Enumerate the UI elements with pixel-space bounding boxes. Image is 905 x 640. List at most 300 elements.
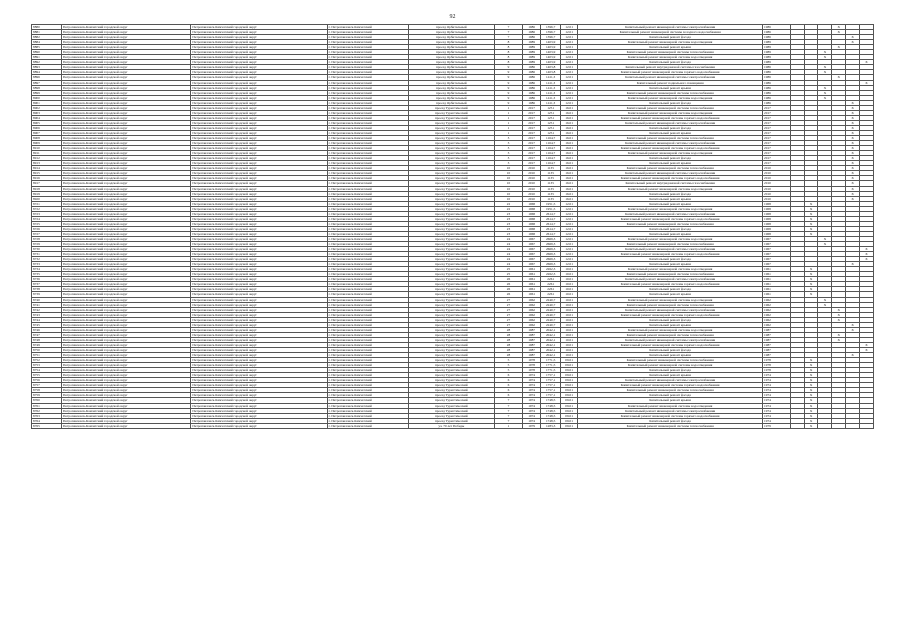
area-cell: 2042,1 — [541, 342, 561, 347]
street-cell: проезд Туристический — [408, 287, 495, 292]
settlement-cell: Петропавловск-Камчатский городской округ — [191, 166, 327, 171]
code-cell: 10.01 — [560, 353, 577, 358]
year-cell: 1974 — [763, 418, 791, 423]
period-mark-3: X — [818, 95, 832, 100]
locality-cell: г. Петропавловск-Камчатский — [327, 80, 408, 85]
street-cell: проезд Туристический — [408, 247, 495, 252]
row-number: 8745 — [32, 322, 62, 327]
municipality-cell: Петропавловск-Камчатский городской округ — [62, 393, 191, 398]
house-cell: 9 — [495, 65, 523, 70]
settlement-cell: Петропавловск-Камчатский городской округ — [191, 242, 327, 247]
period-mark-3: X — [818, 70, 832, 75]
street-cell: проезд Туристический — [408, 125, 495, 130]
house-cell: 25 — [495, 267, 523, 272]
row-number: 8741 — [32, 302, 62, 307]
row-number: 8737 — [32, 282, 62, 287]
locality-cell: г. Петропавловск-Камчатский — [327, 191, 408, 196]
code-cell: 16.01 — [560, 141, 577, 146]
row-number: 8726 — [32, 226, 62, 231]
code-cell: 12.01 — [560, 100, 577, 105]
year-built-cell: 1986 — [522, 25, 540, 30]
year-cell: 1961 — [763, 267, 791, 272]
row-number: 8723 — [32, 211, 62, 216]
row-number: 8891 — [32, 55, 62, 60]
year-built-cell: 1979 — [522, 423, 540, 428]
house-cell: 9 — [495, 95, 523, 100]
row-number: 8727 — [32, 231, 62, 236]
year-cell: 1986 — [763, 65, 791, 70]
work-type-cell: Капитальный ремонт подвального помещения — [578, 80, 763, 85]
code-cell: 12.01 — [560, 45, 577, 50]
year-cell: 1986 — [763, 35, 791, 40]
year-built-cell: 1967 — [522, 247, 540, 252]
work-type-cell: Капитальный ремонт крыши — [578, 196, 763, 201]
row-number: 8749 — [32, 342, 62, 347]
settlement-cell: Петропавловск-Камчатский городской округ — [191, 65, 327, 70]
settlement-cell: Петропавловск-Камчатский городской округ — [191, 181, 327, 186]
street-cell: проезд Туристический — [408, 373, 495, 378]
street-cell: проезд Туристический — [408, 322, 495, 327]
house-cell: 8 — [495, 40, 523, 45]
area-cell: 1411,3 — [541, 80, 561, 85]
street-cell: проезд Орбитальный — [408, 65, 495, 70]
period-mark-5: X — [846, 130, 860, 135]
area-cell: 1251 — [541, 120, 561, 125]
street-cell: проезд Туристический — [408, 262, 495, 267]
settlement-cell: Петропавловск-Камчатский городской округ — [191, 206, 327, 211]
year-cell: 1962 — [763, 317, 791, 322]
settlement-cell: Петропавловск-Камчатский городской округ — [191, 105, 327, 110]
municipality-cell: Петропавловск-Камчатский городской округ — [62, 408, 191, 413]
house-cell: 10 — [495, 166, 523, 171]
locality-cell: г. Петропавловск-Камчатский — [327, 398, 408, 403]
locality-cell: г. Петропавловск-Камчатский — [327, 181, 408, 186]
house-cell: 27 — [495, 307, 523, 312]
row-number: 8906 — [32, 125, 62, 130]
area-cell: 1164,7 — [541, 156, 561, 161]
municipality-cell: Петропавловск-Камчатский городской округ — [62, 403, 191, 408]
area-cell: 1164,7 — [541, 161, 561, 166]
work-type-cell: Капитальный ремонт инженерной системы электроснабжения — [578, 171, 763, 176]
house-cell: 7 — [495, 30, 523, 35]
year-cell: 1974 — [763, 403, 791, 408]
period-mark-5: X — [846, 35, 860, 40]
house-cell: 8 — [495, 50, 523, 55]
code-cell: 12.01 — [560, 262, 577, 267]
locality-cell: г. Петропавловск-Камчатский — [327, 322, 408, 327]
locality-cell: г. Петропавловск-Камчатский — [327, 25, 408, 30]
municipality-cell: Петропавловск-Камчатский городской округ — [62, 322, 191, 327]
work-type-cell: Капитальный ремонт внутридомовой системы газоснабжения — [578, 181, 763, 186]
year-built-cell: 2017 — [522, 146, 540, 151]
row-number: 8916 — [32, 176, 62, 181]
period-mark-3: X — [818, 55, 832, 60]
code-cell: 09.01 — [560, 423, 577, 428]
area-cell: 2042,1 — [541, 332, 561, 337]
year-cell: 1968 — [763, 226, 791, 231]
municipality-cell: Петропавловск-Камчатский городской округ — [62, 75, 191, 80]
work-type-cell: Капитальный ремонт фасада — [578, 125, 763, 130]
street-cell: проезд Туристический — [408, 398, 495, 403]
code-cell: 12.01 — [560, 75, 577, 80]
year-built-cell: 1989 — [522, 50, 540, 55]
settlement-cell: Петропавловск-Камчатский городской округ — [191, 312, 327, 317]
year-cell: 2017 — [763, 161, 791, 166]
year-cell: 1967 — [763, 247, 791, 252]
settlement-cell: Петропавловск-Камчатский городской округ — [191, 110, 327, 115]
street-cell: проезд Туристический — [408, 337, 495, 342]
work-type-cell: Капитальный ремонт инженерной системы теплоснабжения — [578, 105, 763, 110]
locality-cell: г. Петропавловск-Камчатский — [327, 176, 408, 181]
municipality-cell: Петропавловск-Камчатский городской округ — [62, 342, 191, 347]
locality-cell: г. Петропавловск-Камчатский — [327, 146, 408, 151]
area-cell: 1403,9 — [541, 60, 561, 65]
row-number: 8765 — [32, 423, 62, 428]
code-cell: 10.01 — [560, 272, 577, 277]
street-cell: проезд Туристический — [408, 257, 495, 262]
street-cell: проезд Туристический — [408, 221, 495, 226]
municipality-cell: Петропавловск-Камчатский городской округ — [62, 337, 191, 342]
work-type-cell: Капитальный ремонт инженерной системы горячего водоснабжения — [578, 282, 763, 287]
street-cell: проезд Орбитальный — [408, 70, 495, 75]
year-built-cell: 1974 — [522, 388, 540, 393]
house-cell: 26 — [495, 282, 523, 287]
period-mark-2: X — [804, 413, 818, 418]
locality-cell: г. Петропавловск-Камчатский — [327, 221, 408, 226]
work-type-cell: Капитальный ремонт инженерной системы теплоснабжения — [578, 302, 763, 307]
year-built-cell: 1962 — [522, 297, 540, 302]
house-cell: 5 — [495, 358, 523, 363]
row-number: 8892 — [32, 60, 62, 65]
settlement-cell: Петропавловск-Камчатский городской округ — [191, 252, 327, 257]
settlement-cell: Петропавловск-Камчатский городской округ — [191, 383, 327, 388]
row-number: 8747 — [32, 332, 62, 337]
code-cell: 10.01 — [560, 332, 577, 337]
municipality-cell: Петропавловск-Камчатский городской округ — [62, 85, 191, 90]
year-built-cell: 1967 — [522, 242, 540, 247]
house-cell: 6 — [495, 373, 523, 378]
work-type-cell: Капитальный ремонт фасада — [578, 60, 763, 65]
year-cell: 1978 — [763, 368, 791, 373]
street-cell: проезд Туристический — [408, 383, 495, 388]
street-cell: проезд Туристический — [408, 302, 495, 307]
municipality-cell: Петропавловск-Камчатский городской округ — [62, 327, 191, 332]
area-cell: 1748,5 — [541, 403, 561, 408]
code-cell: 10.01 — [560, 327, 577, 332]
house-cell: 23 — [495, 211, 523, 216]
area-cell: 1757,1 — [541, 373, 561, 378]
locality-cell: г. Петропавловск-Камчатский — [327, 277, 408, 282]
street-cell: проезд Туристический — [408, 332, 495, 337]
locality-cell: г. Петропавловск-Камчатский — [327, 130, 408, 135]
code-cell: 16.01 — [560, 161, 577, 166]
year-cell: 2010 — [763, 191, 791, 196]
area-cell: 1748,5 — [541, 398, 561, 403]
area-cell: 1748,5 — [541, 413, 561, 418]
period-mark-5: X — [846, 100, 860, 105]
work-type-cell: Капитальный ремонт инженерной системы водоотведения — [578, 327, 763, 332]
year-cell: 1968 — [763, 206, 791, 211]
row-number: 8899 — [32, 90, 62, 95]
municipality-cell: Петропавловск-Камчатский городской округ — [62, 80, 191, 85]
year-cell: 1968 — [763, 221, 791, 226]
year-cell: 2010 — [763, 171, 791, 176]
house-cell: 9 — [495, 85, 523, 90]
settlement-cell: Петропавловск-Камчатский городской округ — [191, 403, 327, 408]
code-cell: 12.01 — [560, 236, 577, 241]
period-mark-5: X — [846, 186, 860, 191]
period-mark-2: X — [804, 388, 818, 393]
municipality-cell: Петропавловск-Камчатский городской округ — [62, 161, 191, 166]
street-cell: проезд Туристический — [408, 105, 495, 110]
municipality-cell: Петропавловск-Камчатский городской округ — [62, 65, 191, 70]
period-mark-2: X — [804, 216, 818, 221]
work-type-cell: Капитальный ремонт фасада — [578, 191, 763, 196]
street-cell: проезд Орбитальный — [408, 50, 495, 55]
settlement-cell: Петропавловск-Камчатский городской округ — [191, 332, 327, 337]
year-cell: 1987 — [763, 327, 791, 332]
settlement-cell: Петропавловск-Камчатский городской округ — [191, 85, 327, 90]
year-built-cell: 2010 — [522, 196, 540, 201]
municipality-cell: Петропавловск-Камчатский городской округ — [62, 146, 191, 151]
row-number: 8913 — [32, 161, 62, 166]
municipality-cell: Петропавловск-Камчатский городской округ — [62, 110, 191, 115]
row-number: 8761 — [32, 403, 62, 408]
street-cell: проезд Туристический — [408, 136, 495, 141]
year-built-cell: 1961 — [522, 267, 540, 272]
street-cell: проезд Туристический — [408, 186, 495, 191]
year-cell: 1989 — [763, 55, 791, 60]
year-cell: 2010 — [763, 176, 791, 181]
settlement-cell: Петропавловск-Камчатский городской округ — [191, 30, 327, 35]
code-cell: 09.01 — [560, 378, 577, 383]
period-mark-5: X — [846, 105, 860, 110]
locality-cell: г. Петропавловск-Камчатский — [327, 267, 408, 272]
row-number: 8898 — [32, 85, 62, 90]
house-cell: 24 — [495, 242, 523, 247]
house-cell: 22 — [495, 201, 523, 206]
period-mark-2: X — [804, 206, 818, 211]
municipality-cell: Петропавловск-Камчатский городской округ — [62, 216, 191, 221]
house-cell: 3 — [495, 146, 523, 151]
municipality-cell: Петропавловск-Камчатский городской округ — [62, 252, 191, 257]
period-mark-5 — [846, 423, 860, 428]
year-cell: 2017 — [763, 156, 791, 161]
year-cell: 1968 — [763, 231, 791, 236]
work-type-cell: Капитальный ремонт крыши — [578, 85, 763, 90]
period-mark-6: X — [860, 348, 874, 353]
row-number: 8901 — [32, 100, 62, 105]
settlement-cell: Петропавловск-Камчатский городской округ — [191, 368, 327, 373]
code-cell: 12.01 — [560, 30, 577, 35]
row-number: 8760 — [32, 398, 62, 403]
period-mark-2: X — [804, 363, 818, 368]
year-built-cell: 1974 — [522, 398, 540, 403]
work-type-cell: Капитальный ремонт инженерной системы электроснабжения — [578, 211, 763, 216]
row-number: 8722 — [32, 206, 62, 211]
year-cell: 1967 — [763, 252, 791, 257]
work-type-cell: Капитальный ремонт фасада — [578, 35, 763, 40]
year-cell: 2010 — [763, 196, 791, 201]
house-cell: 27 — [495, 317, 523, 322]
municipality-cell: Петропавловск-Камчатский городской округ — [62, 358, 191, 363]
year-cell: 1989 — [763, 45, 791, 50]
code-cell: 12.01 — [560, 40, 577, 45]
year-cell: 2010 — [763, 181, 791, 186]
code-cell: 12.01 — [560, 55, 577, 60]
municipality-cell: Петропавловск-Камчатский городской округ — [62, 186, 191, 191]
year-cell: 2017 — [763, 130, 791, 135]
area-cell: 2240,7 — [541, 322, 561, 327]
area-cell: 2042,1 — [541, 348, 561, 353]
year-built-cell: 1962 — [522, 312, 540, 317]
work-type-cell: Капитальный ремонт инженерной системы горячего водоснабжения — [578, 383, 763, 388]
settlement-cell: Петропавловск-Камчатский городской округ — [191, 272, 327, 277]
settlement-cell: Петропавловск-Камчатский городской округ — [191, 408, 327, 413]
year-built-cell: 2010 — [522, 171, 540, 176]
work-type-cell: Капитальный ремонт фасада — [578, 317, 763, 322]
row-number: 8885 — [32, 45, 62, 50]
municipality-cell: Петропавловск-Камчатский городской округ — [62, 30, 191, 35]
settlement-cell: Петропавловск-Камчатский городской округ — [191, 25, 327, 30]
code-cell: 12.01 — [560, 90, 577, 95]
house-cell: 8 — [495, 45, 523, 50]
work-type-cell: Капитальный ремонт инженерной системы электроснабжения — [578, 277, 763, 282]
settlement-cell: Петропавловск-Камчатский городской округ — [191, 125, 327, 130]
municipality-cell: Петропавловск-Камчатский городской округ — [62, 196, 191, 201]
year-cell: 1961 — [763, 292, 791, 297]
work-type-cell: Капитальный ремонт инженерной системы электроснабжения — [578, 247, 763, 252]
settlement-cell: Петропавловск-Камчатский городской округ — [191, 373, 327, 378]
work-type-cell: Капитальный ремонт фасада — [578, 393, 763, 398]
locality-cell: г. Петропавловск-Камчатский — [327, 358, 408, 363]
period-mark-5: X — [846, 110, 860, 115]
house-cell: 6 — [495, 393, 523, 398]
period-mark-5: X — [846, 327, 860, 332]
period-mark-5: X — [846, 120, 860, 125]
house-cell: 9 — [495, 70, 523, 75]
code-cell: 16.01 — [560, 166, 577, 171]
settlement-cell: Петропавловск-Камчатский городской округ — [191, 45, 327, 50]
work-type-cell: Капитальный ремонт инженерной системы водоотведения — [578, 236, 763, 241]
street-cell: проезд Туристический — [408, 277, 495, 282]
area-cell: 2669,3 — [541, 262, 561, 267]
year-cell: 1987 — [763, 332, 791, 337]
area-cell: 1135 — [541, 166, 561, 171]
code-cell: 12.01 — [560, 80, 577, 85]
area-cell: 1403,8 — [541, 70, 561, 75]
house-cell: 6 — [495, 378, 523, 383]
year-built-cell: 1974 — [522, 378, 540, 383]
street-cell: проезд Туристический — [408, 201, 495, 206]
house-cell: 22 — [495, 206, 523, 211]
code-cell: 16.01 — [560, 110, 577, 115]
settlement-cell: Петропавловск-Камчатский городской округ — [191, 156, 327, 161]
municipality-cell: Петропавловск-Камчатский городской округ — [62, 277, 191, 282]
row-number: 8884 — [32, 40, 62, 45]
house-cell: 1 — [495, 115, 523, 120]
settlement-cell: Петропавловск-Камчатский городской округ — [191, 60, 327, 65]
municipality-cell: Петропавловск-Камчатский городской округ — [62, 181, 191, 186]
year-built-cell: 1987 — [522, 327, 540, 332]
municipality-cell: Петропавловск-Камчатский городской округ — [62, 35, 191, 40]
period-mark-6: X — [860, 80, 874, 85]
municipality-cell: Петропавловск-Камчатский городской округ — [62, 332, 191, 337]
street-cell: проезд Туристический — [408, 358, 495, 363]
area-cell: 2669,3 — [541, 257, 561, 262]
code-cell: 10.01 — [560, 277, 577, 282]
area-cell: 1403,9 — [541, 55, 561, 60]
year-cell: 1974 — [763, 398, 791, 403]
locality-cell: г. Петропавловск-Камчатский — [327, 60, 408, 65]
street-cell: проезд Туристический — [408, 272, 495, 277]
area-cell: 1251 — [541, 105, 561, 110]
locality-cell: г. Петропавловск-Камчатский — [327, 120, 408, 125]
work-type-cell: Капитальный ремонт инженерной системы электроснабжения — [578, 337, 763, 342]
work-type-cell: Капитальный ремонт фасада — [578, 100, 763, 105]
year-built-cell: 1967 — [522, 262, 540, 267]
row-number: 8753 — [32, 363, 62, 368]
municipality-cell: Петропавловск-Камчатский городской округ — [62, 287, 191, 292]
locality-cell: г. Петропавловск-Камчатский — [327, 231, 408, 236]
year-cell: 1961 — [763, 277, 791, 282]
work-type-cell: Капитальный ремонт инженерной системы электроснабжения — [578, 141, 763, 146]
house-cell: 28 — [495, 332, 523, 337]
row-number: 8759 — [32, 393, 62, 398]
year-built-cell: 1989 — [522, 45, 540, 50]
street-cell: проезд Туристический — [408, 206, 495, 211]
row-number: 8735 — [32, 272, 62, 277]
period-mark-5: X — [846, 161, 860, 166]
street-cell: проезд Орбитальный — [408, 35, 495, 40]
year-built-cell: 1961 — [522, 277, 540, 282]
municipality-cell: Петропавловск-Камчатский городской округ — [62, 317, 191, 322]
row-number: 8881 — [32, 30, 62, 35]
municipality-cell: Петропавловск-Камчатский городской округ — [62, 363, 191, 368]
code-cell: 10.01 — [560, 307, 577, 312]
street-cell: проезд Туристический — [408, 146, 495, 151]
work-type-cell: Капитальный ремонт инженерной системы горячего водоснабжения — [578, 342, 763, 347]
locality-cell: г. Петропавловск-Камчатский — [327, 353, 408, 358]
municipality-cell: Петропавловск-Камчатский городской округ — [62, 297, 191, 302]
house-cell: 1 — [495, 120, 523, 125]
year-built-cell: 1974 — [522, 393, 540, 398]
settlement-cell: Петропавловск-Камчатский городской округ — [191, 358, 327, 363]
street-cell: проезд Туристический — [408, 282, 495, 287]
house-cell: 26 — [495, 292, 523, 297]
work-type-cell: Капитальный ремонт фасада — [578, 348, 763, 353]
period-mark-1 — [790, 423, 804, 428]
municipality-cell: Петропавловск-Камчатский городской округ — [62, 302, 191, 307]
locality-cell: г. Петропавловск-Камчатский — [327, 413, 408, 418]
code-cell: 16.01 — [560, 171, 577, 176]
row-number: 8919 — [32, 191, 62, 196]
settlement-cell: Петропавловск-Камчатский городской округ — [191, 226, 327, 231]
locality-cell: г. Петропавловск-Камчатский — [327, 236, 408, 241]
municipality-cell: Петропавловск-Камчатский городской округ — [62, 226, 191, 231]
area-cell: 2262,3 — [541, 272, 561, 277]
house-cell: 25 — [495, 272, 523, 277]
settlement-cell: Петропавловск-Камчатский городской округ — [191, 398, 327, 403]
code-cell: 12.01 — [560, 231, 577, 236]
area-cell: 2669,3 — [541, 236, 561, 241]
work-type-cell: Капитальный ремонт крыши — [578, 161, 763, 166]
period-mark-5: X — [846, 141, 860, 146]
house-cell: 24 — [495, 252, 523, 257]
area-cell: 1283,3 — [541, 423, 561, 428]
street-cell: проезд Туристический — [408, 408, 495, 413]
work-type-cell: Капитальный ремонт инженерной системы теплоснабжения — [578, 50, 763, 55]
